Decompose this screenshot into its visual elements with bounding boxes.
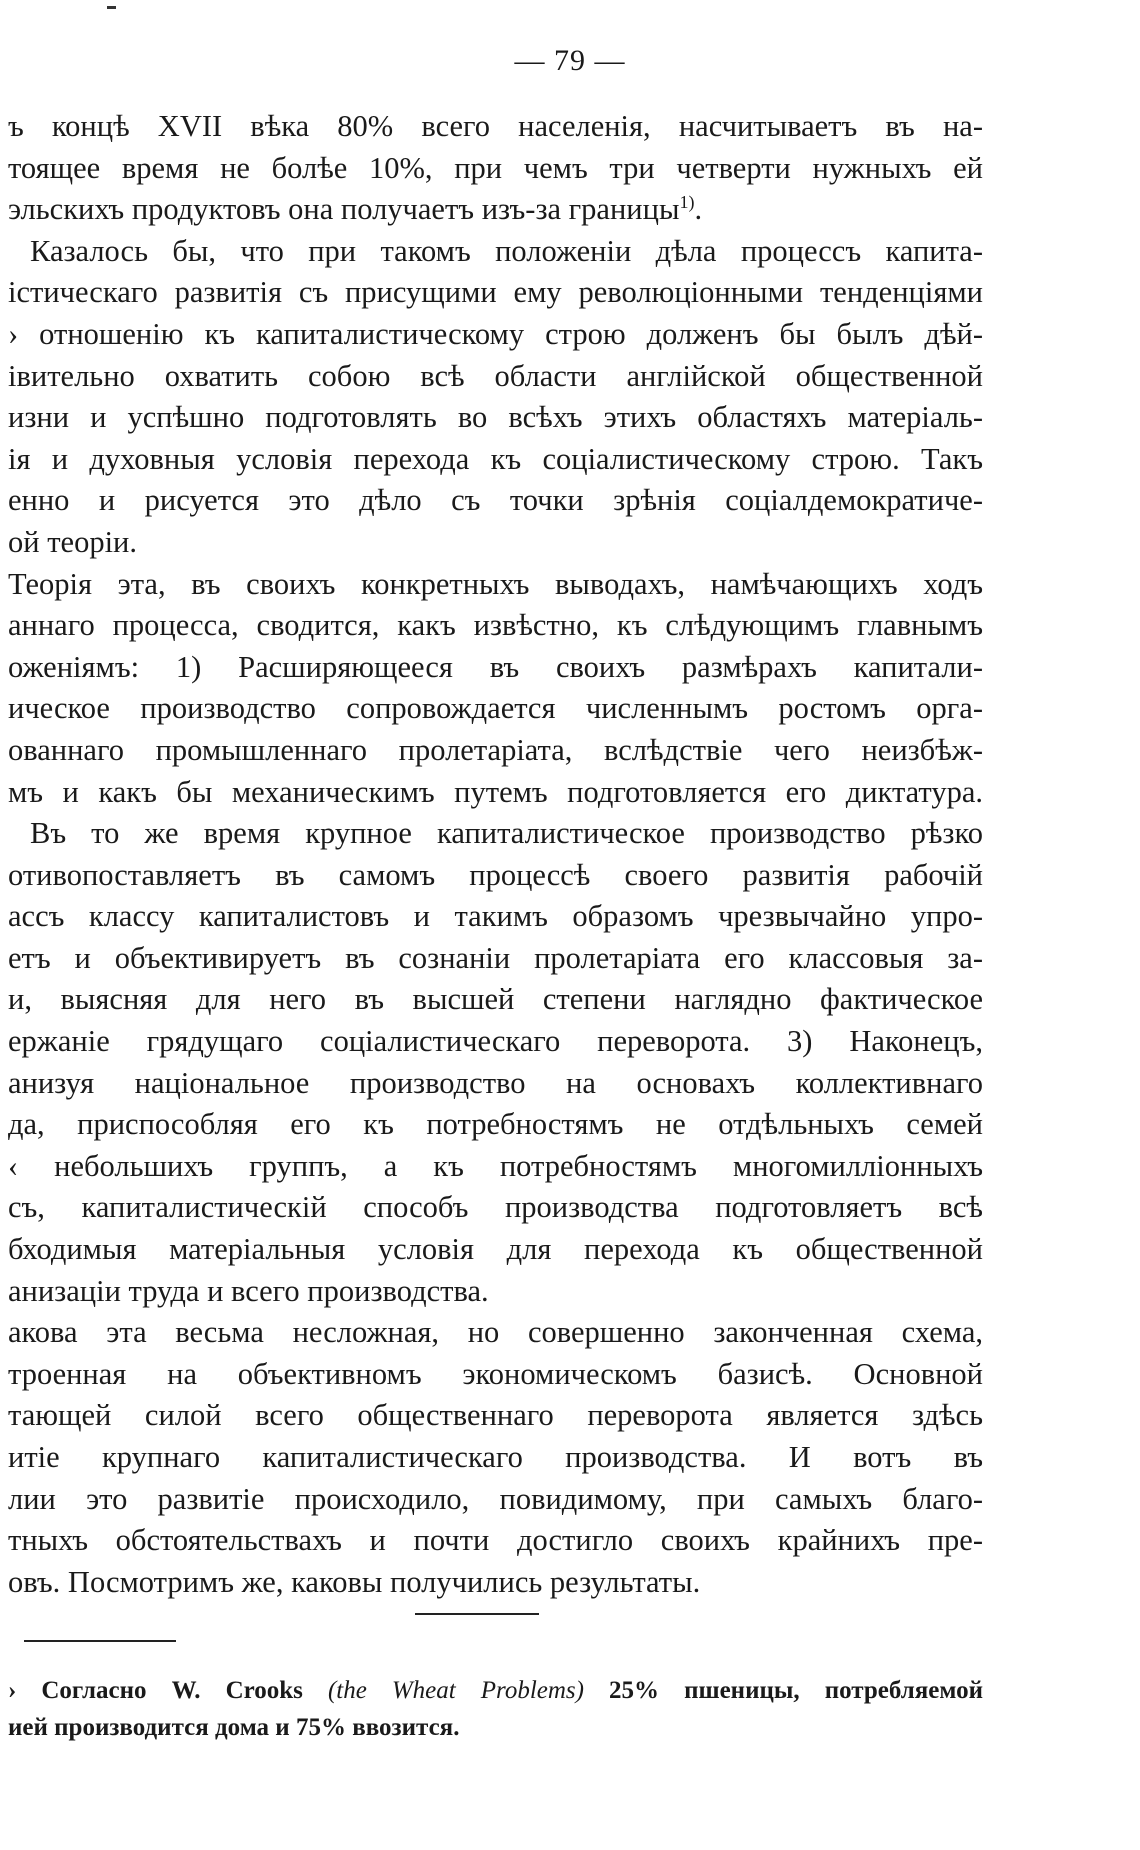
text-line: итіе крупнаго капиталистическаго производства. И вотъ въ	[8, 1440, 983, 1474]
text-line: ическое производство сопровождается численнымъ ростомъ орга-	[8, 691, 983, 726]
text-line: троенная на объективномъ экономическомъ базисѣ. Основной	[8, 1356, 983, 1391]
text-line: съ, капиталистическій способъ производства подготовляетъ всѣ	[8, 1190, 983, 1225]
text-line: лии это развитіе происходило, повидимому, при самыхъ благо-	[8, 1481, 983, 1516]
text-line: › отношенію къ капиталистическому строю долженъ бы былъ дѣй-	[8, 316, 983, 351]
text-line: ‹ небольшихъ группъ, а къ потребностямъ многомилліонныхъ	[8, 1148, 983, 1183]
footnote-rest: 25% пшеницы, потребляемой	[584, 1677, 983, 1704]
text-line: етъ и объективируетъ въ сознаніи пролетаріата его классовыя за-	[8, 940, 983, 975]
edge-mark	[107, 6, 116, 9]
section-divider	[415, 1613, 539, 1615]
footnote-divider	[24, 1640, 176, 1642]
text-line: овъ. Посмотримъ же, каковы получились результаты.	[8, 1564, 701, 1599]
text-line: и, выясняя для него въ высшей степени наглядно фактическое	[8, 982, 983, 1017]
text-line: ой теоріи.	[8, 524, 137, 559]
text-line: да, приспособляя его къ потребностямъ не отдѣльныхъ семей	[8, 1107, 983, 1142]
text-line: ія и духовныя условія перехода къ соціалистическому строю. Такъ	[8, 441, 983, 476]
text-line: изни и успѣшно подготовлять во всѣхъ этихъ областяхъ матеріаль-	[8, 400, 983, 435]
text-line: ованнаго промышленнаго пролетаріата, вслѣдствіе чего неизбѣж-	[8, 732, 983, 767]
text-line: тныхъ обстоятельствахъ и почти достигло своихъ крайнихъ пре-	[8, 1523, 983, 1558]
footnote-line: ией производится дома и 75% ввозится.	[8, 1714, 460, 1741]
text-line: ъ концѣ XVII вѣка 80% всего населенія, насчитываетъ въ на-	[8, 109, 983, 143]
text-line: Въ то же время крупное капиталистическое производство рѣзко	[30, 816, 983, 851]
period: .	[694, 192, 703, 227]
text-line: енно и рисуется это дѣло съ точки зрѣнія соціалдемократиче-	[8, 483, 983, 518]
text-line: анизуя національное производство на основахъ коллективнаго	[8, 1065, 983, 1100]
text-line: ержаніе грядущаго соціалистическаго переворота. 3) Наконецъ,	[8, 1024, 983, 1059]
text-line: аннаго процесса, сводится, какъ извѣстно, къ слѣдующимъ главнымъ	[8, 608, 983, 643]
footnote-marker: ›	[8, 1677, 17, 1704]
text-line: тающей силой всего общественнаго переворота является здѣсь	[8, 1398, 983, 1433]
text-line: акова эта весьма несложная, но совершенно законченная схема,	[8, 1315, 983, 1350]
text-line: тоящее время не болѣе 10%, при чемъ три четверти нужныхъ ей	[8, 150, 983, 185]
text-line: ассъ классу капиталистовъ и такимъ образомъ чрезвычайно упро-	[8, 899, 983, 934]
text-line-content: эльскихъ продуктовъ она получаетъ изъ-за границы	[8, 192, 680, 227]
text-line: оженіямъ: 1) Расширяющееся въ своихъ размѣрахъ капитали-	[8, 649, 983, 684]
text-line: Теорія эта, въ своихъ конкретныхъ выводахъ, намѣчающихъ ходъ	[8, 566, 983, 601]
text-line: отивопоставляетъ въ самомъ процессѣ своего развитія рабочій	[8, 857, 983, 892]
text-line: анизаціи труда и всего производства.	[8, 1273, 489, 1308]
footnote-title: (the Wheat Problems)	[327, 1677, 584, 1704]
text-line: бходимыя матеріальныя условія для перехода къ общественной	[8, 1232, 983, 1267]
text-line: івительно охватить собою всѣ области англійской общественной	[8, 358, 983, 393]
footnote	[8, 1672, 983, 1746]
footnote-lead: Согласно W. Crooks	[41, 1677, 328, 1704]
text-line: Казалось бы, что при такомъ положеніи дѣла процессъ капита-	[30, 233, 983, 268]
text-line: істическаго развитія съ присущими ему революціонными тенденціями	[8, 275, 983, 310]
page-number: — 79 —	[514, 44, 626, 77]
text-line: мъ и какъ бы механическимъ путемъ подготовляется его диктатура.	[8, 774, 983, 809]
main-text	[8, 106, 983, 1603]
footnote-reference: 1)	[679, 192, 695, 213]
text-line	[8, 189, 983, 231]
footnote-line	[8, 1672, 983, 1709]
